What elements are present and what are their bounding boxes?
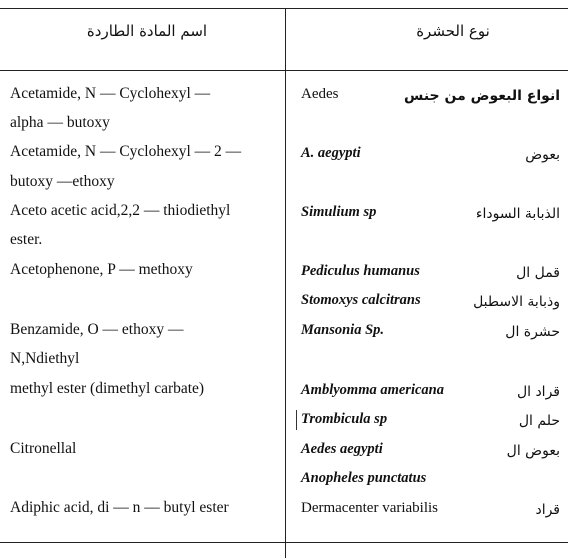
- insect-ar-1: انواع البعوض من جنس: [404, 88, 560, 104]
- insect-ar-9: بعوض ال: [506, 443, 560, 459]
- insect-sci-6: Mansonia Sp.: [301, 322, 385, 338]
- header-bottom-rule: [0, 70, 568, 71]
- insect-ar-4: قمل ال: [516, 265, 560, 281]
- header-insect-type: نوع الحشرة: [416, 22, 490, 40]
- insect-sci-2: A. aegypti: [301, 145, 361, 161]
- repellent-line-5: Aceto acetic acid,2,2 — thiodiethyl: [10, 202, 231, 219]
- insect-ar-8: حلم ال: [518, 413, 560, 429]
- column-divider: [285, 8, 286, 558]
- repellent-line-7: Acetophenone, P — methoxy: [10, 261, 193, 278]
- repellent-line-1: Acetamide, N — Cyclohexyl —: [10, 85, 211, 102]
- insect-ar-6: حشرة ال: [505, 324, 560, 340]
- repellent-line-11: Citronellal: [10, 440, 77, 457]
- insect-ar-5: وذبابة الاسطبل: [473, 294, 560, 310]
- repellent-line-4: butoxy —ethoxy: [10, 173, 115, 190]
- repellent-line-10: methyl ester (dimethyl carbate): [10, 380, 205, 397]
- repellent-line-12: Adiphic acid, di — n — butyl ester: [10, 499, 229, 516]
- insect-ar-11: قراد: [535, 502, 560, 518]
- table-top-rule: [0, 8, 568, 9]
- insect-sci-11: Dermacenter variabilis: [301, 500, 439, 516]
- repellent-line-3: Acetamide, N — Cyclohexyl — 2 —: [10, 143, 242, 160]
- repellent-line-2: alpha — butoxy: [10, 114, 110, 131]
- insect-sci-5: Stomoxys calcitrans: [301, 292, 421, 308]
- header-repellent-name: اسم المادة الطاردة: [86, 22, 208, 40]
- insect-sci-9: Aedes aegypti: [301, 441, 383, 457]
- table-bottom-rule: [0, 542, 568, 543]
- insect-ar-3: الذبابة السوداء: [475, 206, 560, 222]
- insect-ar-2: بعوض: [525, 147, 560, 163]
- repellent-line-8: Benzamide, O — ethoxy —: [10, 321, 184, 338]
- insect-sci-10: Anopheles punctatus: [301, 470, 427, 486]
- repellent-line-6: ester.: [10, 231, 43, 248]
- insect-sci-3: Simulium sp: [301, 204, 377, 220]
- insect-ar-7: قراد ال: [516, 384, 560, 400]
- insect-sci-8: Trombicula sp: [301, 411, 388, 427]
- pen-mark: [296, 410, 297, 430]
- insect-sci-7: Amblyomma americana: [301, 382, 444, 398]
- insect-sci-4: Pediculus humanus: [301, 263, 420, 279]
- repellent-line-9: N,Ndiethyl: [10, 350, 80, 367]
- insect-sci-1: Aedes: [301, 86, 339, 102]
